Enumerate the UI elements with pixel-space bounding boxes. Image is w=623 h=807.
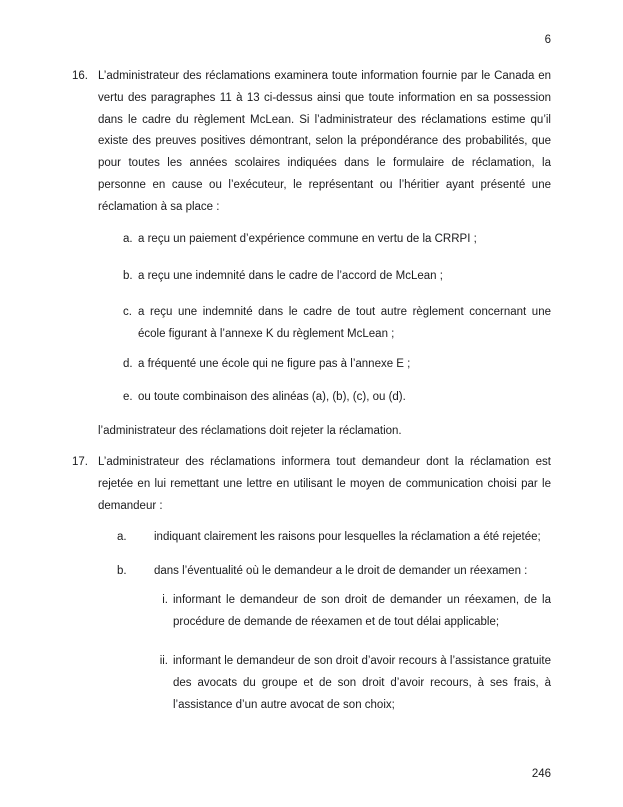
paragraph-16-number: 16. <box>72 70 88 82</box>
list-item-17b-marker: b. <box>117 565 127 577</box>
list-item-b-marker: b. <box>123 270 133 282</box>
list-item-b-text: a reçu une indemnité dans le cadre de l’accord de McLean ; <box>138 270 443 282</box>
paragraph-17 <box>72 452 551 517</box>
page-number-bottom: 246 <box>531 768 551 780</box>
list-item-c-text: a reçu une indemnité dans le cadre de tout autre règlement concernant une école figurant à l’annexe K du règlement McLean ; <box>138 306 551 340</box>
list-item-d-marker: d. <box>123 358 133 370</box>
list-item-c <box>123 302 551 346</box>
list-item-c-marker: c. <box>123 306 132 318</box>
paragraph-17-number: 17. <box>72 456 88 468</box>
list-item-17b <box>117 561 551 583</box>
list-item-e <box>123 387 551 409</box>
sub-list-item-ii <box>140 651 551 716</box>
list-item-e-marker: e. <box>123 391 133 403</box>
paragraph-16 <box>72 66 551 219</box>
sub-list-item-ii-text: informant le demandeur de son droit d’avoir recours à l’assistance gratuite des avocats du groupe et de son droit d’avoir recours, à ses frais, à l’assistance d’un autre avocat de son choix; <box>173 655 551 711</box>
paragraph-16-closing: l’administrateur des réclamations doit rejeter la réclamation. <box>98 425 402 437</box>
paragraph-17-body: L’administrateur des réclamations informera tout demandeur dont la réclamation est rejetée en lui remettant une lettre en utilisant le moyen de communication choisi par le demandeur : <box>98 456 551 512</box>
list-item-17a-marker: a. <box>117 531 127 543</box>
sub-list-item-ii-marker: ii. <box>159 655 168 667</box>
list-item-a-text: a reçu un paiement d’expérience commune en vertu de la CRRPI ; <box>138 233 477 245</box>
sub-list-item-i <box>140 590 551 634</box>
list-item-d <box>123 354 551 376</box>
list-item-17a <box>117 527 551 549</box>
list-item-17a-text: indiquant clairement les raisons pour lesquelles la réclamation a été rejetée; <box>154 531 541 543</box>
list-item-a <box>123 229 551 251</box>
sub-list-item-i-text: informant le demandeur de son droit de demander un réexamen, de la procédure de demande de réexamen et de tout délai applicable; <box>173 594 551 628</box>
page-number-top: 6 <box>544 34 551 46</box>
list-item-17b-text: dans l’éventualité où le demandeur a le droit de demander un réexamen : <box>154 565 528 577</box>
paragraph-16-body: L’administrateur des réclamations examinera toute information fournie par le Canada en vertu des paragraphes 11 à 13 ci-dessus ainsi que toute information en sa possession dans le cadre du règlement McLean. Si l’administrateur des réclamations estime qu’il existe des preuves positives démontrant, selon la prépondérance des probabilités, que pour toutes les années scolaires indiquées dans le formulaire de réclamation, la personne en cause ou l’exécuteur, le représentant ou l’héritier ayant présenté une réclamation à sa place : <box>98 70 551 213</box>
list-item-a-marker: a. <box>123 233 133 245</box>
list-item-b <box>123 266 551 288</box>
sub-list-item-i-marker: i. <box>162 594 168 606</box>
list-item-d-text: a fréquenté une école qui ne figure pas à l’annexe E ; <box>138 358 411 370</box>
list-item-e-text: ou toute combinaison des alinéas (a), (b), (c), ou (d). <box>138 391 406 403</box>
